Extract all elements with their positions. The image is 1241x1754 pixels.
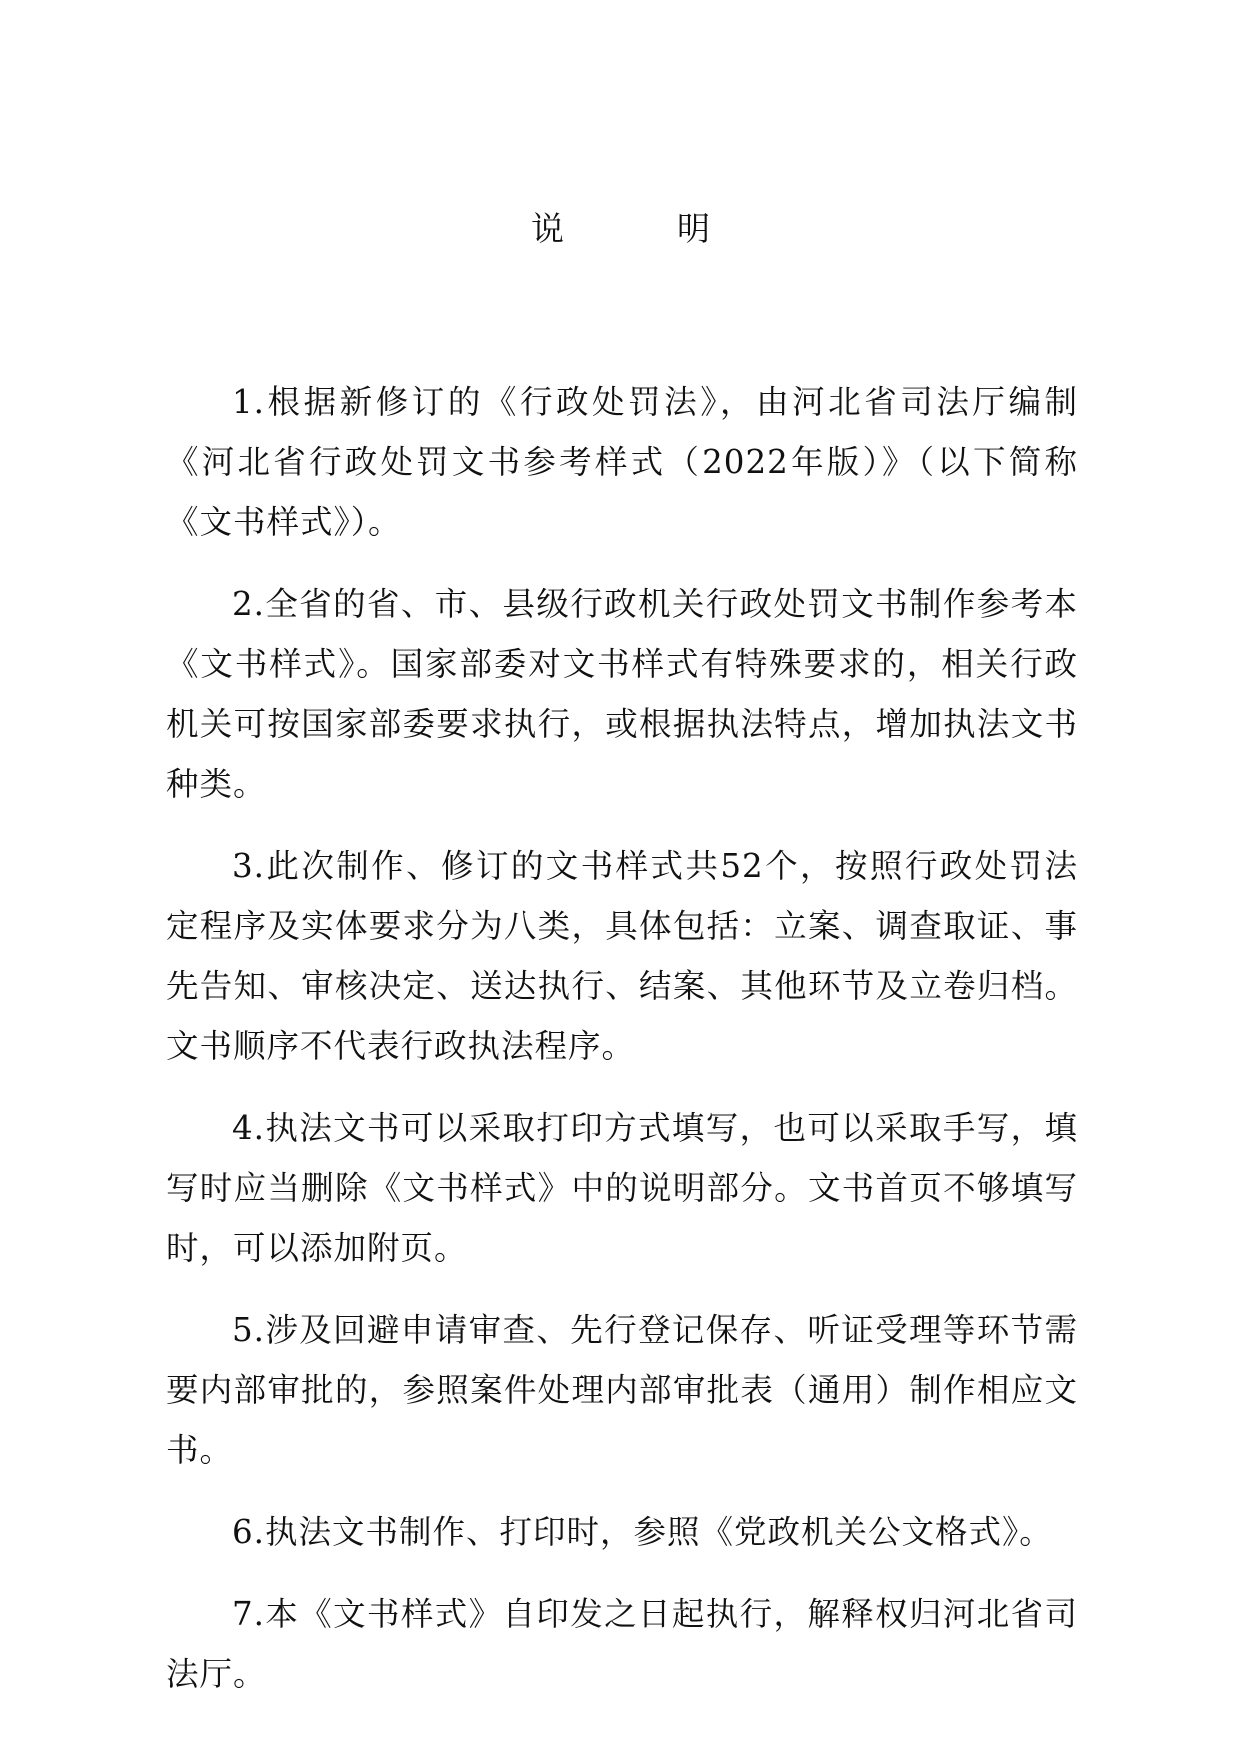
paragraph-5: 5.涉及回避申请审查、先行登记保存、听证受理等环节需要内部审批的，参照案件处理内部审批表（通用）制作相应文书。 [166,1311,1078,1469]
paragraph-6: 6.执法文书制作、打印时，参照《党政机关公文格式》。 [232,1513,1053,1551]
paragraph-7: 7.本《文书样式》自印发之日起执行，解释权归河北省司法厅。 [166,1595,1078,1693]
page-title: 说 明 [531,209,750,248]
paragraph-4: 4.执法文书可以采取打印方式填写，也可以采取手写，填写时应当删除《文书样式》中的说明部分。文书首页不够填写时，可以添加附页。 [166,1109,1078,1267]
paragraph-3: 3.此次制作、修订的文书样式共52个，按照行政处罚法定程序及实体要求分为八类，具体包括：立案、调查取证、事先告知、审核决定、送达执行、结案、其他环节及立卷归档。文书顺序不代表行政执法程序。 [166,847,1078,1065]
paragraph-1: 1.根据新修订的《行政处罚法》，由河北省司法厅编制《河北省行政处罚文书参考样式（2022年版）》（以下简称《文书样式》）。 [166,383,1078,541]
document-body [166,372,1078,1726]
paragraph-2: 2.全省的省、市、县级行政机关行政处罚文书制作参考本《文书样式》。国家部委对文书样式有特殊要求的，相关行政机关可按国家部委要求执行，或根据执法特点，增加执法文书种类。 [166,585,1078,803]
